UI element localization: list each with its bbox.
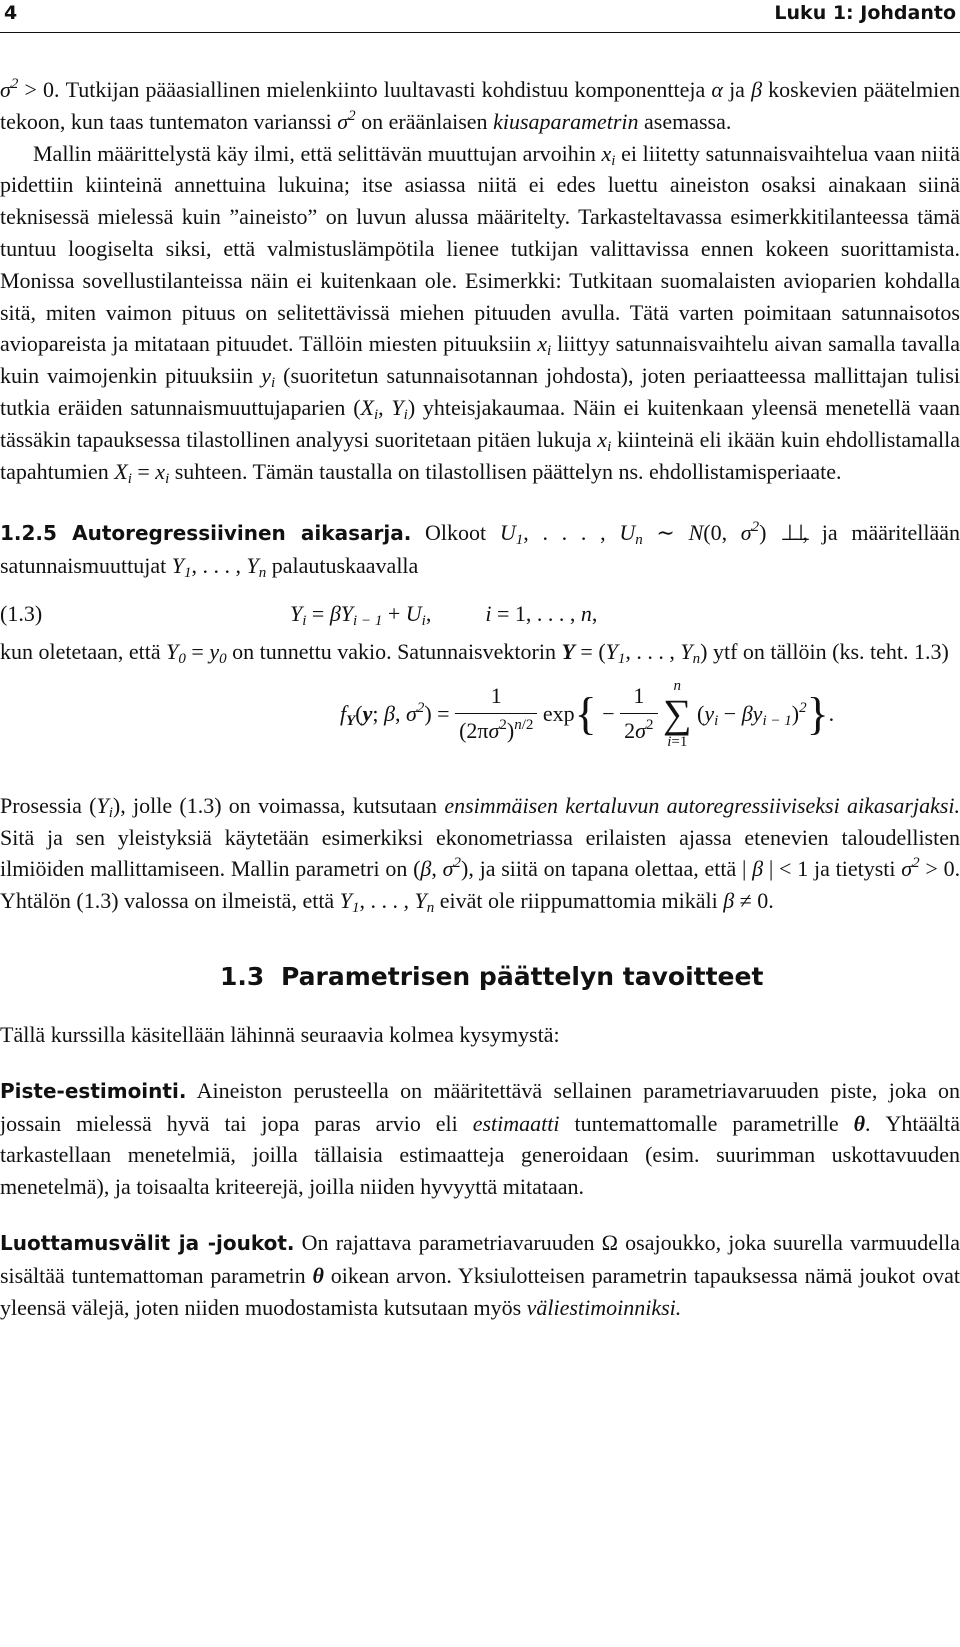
paragraph-model-discussion: Mallin määrittelystä käy ilmi, että selittävän muuttujan arvoihin $x_i$ ei liitetty satunnaisvaihtelua vaan niitä pidettiin kiinteinä annettuina lukuina; itse asiassa niitä ei edes luettu aineiston osaksi ainakaan siinä teknisessä mielessä kuin ”aineisto” on luvun alussa määritelty. Tarkasteltavassa esimerkkitilanteessa tämä tuntuu loogiselta siksi, että valmistuslämpötila lienee tutkijan valittavissa ennen kokeen suorittamista. Monissa sovellustilanteissa näin ei kuitenkaan ole. Esimerkki: Tutkitaan suomalaisten avioparien kohdalla sitä, miten vaimon pituus on selitettävissä miehen pituuden avulla. Tätä varten poimitaan satunnaisotos aviopareista ja mitataan pituudet. Tällöin miesten pituuksiin $x_i$ liittyy satunnaisvaihtelu aivan samalla tavalla kuin vaimojenkin pituuksiin $y_i$ (suoritetun satunnaisotannan johdosta), joten periaatteessa mallittajan tulisi tutkia eräiden satunnaismuuttujaparien ($X_i$, $Y_i$) yhteisjakaumaa. Näin ei kuitenkaan yleensä menetellä vaan tässäkin tapauksessa tilastollinen analyysi suoritetaan pitäen lukuja $x_i$ kiinteinä eli ikään kuin ehdollistamalla tapahtumien $X_i = x_i$ suhteen. Tämän taustalla on tilastollisen päättelyn ns. ehdollistamisperiaate.: [0, 140, 960, 487]
formula: $\sigma^2$: [0, 76, 19, 102]
page-body: [0, 74, 960, 1323]
paragraph-continuation: $\sigma^2 > 0$. Tutkijan pääasiallinen mielenkiinto luultavasti kohdistuu komponentteja α ja β koskevien päätelmien tekoon, kun taas tuntematon varianssi $\sigma^2$ on eräänlaisen kiusaparametrin asemassa.: [0, 76, 960, 134]
equation-1-3: [0, 590, 960, 636]
paragraph-heading: Luottamusvälit ja -joukot.: [0, 1230, 295, 1255]
section-title: Parametrisen päättelyn tavoitteet: [281, 961, 764, 991]
equation-body: $Y_i = \beta Y_{i - 1} + U_i$, i = 1, . . . , n,: [290, 600, 598, 629]
section-intro: Tällä kurssilla käsitellään lähinnä seuraavia kolmea kysymystä:: [0, 1021, 560, 1047]
chapter-title: Luku 1: Johdanto: [774, 2, 956, 24]
paragraph-after-equation: kun oletetaan, että $Y_0 = y_0$ on tunnettu vakio. Satunnaisvektorin $Y = (Y_1$, . . . , $Y_n$) ytf on tällöin (ks. teht. 1.3): [0, 638, 949, 667]
emphasis: väliestimoinniksi.: [526, 1294, 682, 1320]
paragraph-autoregressive: 1.2.5 Autoregressiivinen aikasarja. Olkoot $U_1$, . . . , $U_n$ ∼ N(0, $\sigma^2$) ⊥⊥, ja määritellään satunnaismuuttujat $Y_1$, . . . , $Y_n$ palautuskaavalla: [0, 519, 960, 582]
paragraph-process: Prosessia $(Y_i)$, jolle (1.3) on voimassa, kutsutaan ensimmäisen kertaluvun autoregressiiviseksi aikasarjaksi. Sitä ja sen yleistyksiä käytetään esimerkiksi ekonometriassa erilaisten ajassa etenevien taloudellisten ilmiöiden mallittamiseen. Mallin parametri on (β, $\sigma^2$), ja siitä on tapana olettaa, että | β | < 1 ja tietysti $\sigma^2 > 0$. Yhtälön (1.3) valossa on ilmeistä, että $Y_1$, . . . , $Y_n$ eivät ole riippumattomia mikäli β ≠ 0.: [0, 792, 960, 917]
emphasis: kiusaparametrin: [493, 108, 639, 134]
emphasis: ensimmäisen kertaluvun autoregressiiviseksi aikasarjaksi.: [444, 792, 960, 818]
section-heading: [220, 957, 960, 997]
paragraph-heading: Piste-estimointi.: [0, 1078, 187, 1103]
subsection-heading: 1.2.5 Autoregressiivinen aikasarja.: [0, 521, 412, 546]
emphasis: estimaatti: [472, 1110, 560, 1136]
section-number: 1.3: [220, 961, 265, 991]
paragraph-confidence-sets: Luottamusvälit ja -joukot. On rajattava parametriavaruuden Ω osajoukko, joka suurella varmuudella sisältää tuntemattoman parametrin θ oikean arvon. Yksiulotteisen parametrin tapauksessa nämä joukot ovat yleensä välejä, joten niiden muodostamista kutsutaan myös väliestimoinniksi.: [0, 1229, 960, 1320]
header-rule: [0, 32, 960, 33]
running-header: [0, 0, 960, 30]
equation-label: (1.3): [0, 600, 43, 626]
page-number: 4: [4, 2, 18, 24]
density-formula: $f_Y(y$; β, $\sigma^2$) = $\frac{1}{(2\pi\sigma^2)^{n/2}}$ exp{ − $\frac{1}{2\sigma^2}$ n ∑ i=1 $(y_i - \beta y_{i - 1})^2$}.: [340, 677, 835, 750]
paragraph-point-estimation: Piste-estimointi. Aineiston perusteella on määritettävä sellainen parametriavaruuden piste, joka on jossain mielessä hyvä tai jopa paras arvio eli estimaatti tuntemattomalle parametrille θ. Yhtäältä tarkastellaan menetelmiä, joilla tällaisia estimaatteja generoidaan (esim. suurimman uskottavuuden menetelmä), ja toisaalta kriteerejä, joilla niiden hyvyyttä mitataan.: [0, 1077, 960, 1200]
